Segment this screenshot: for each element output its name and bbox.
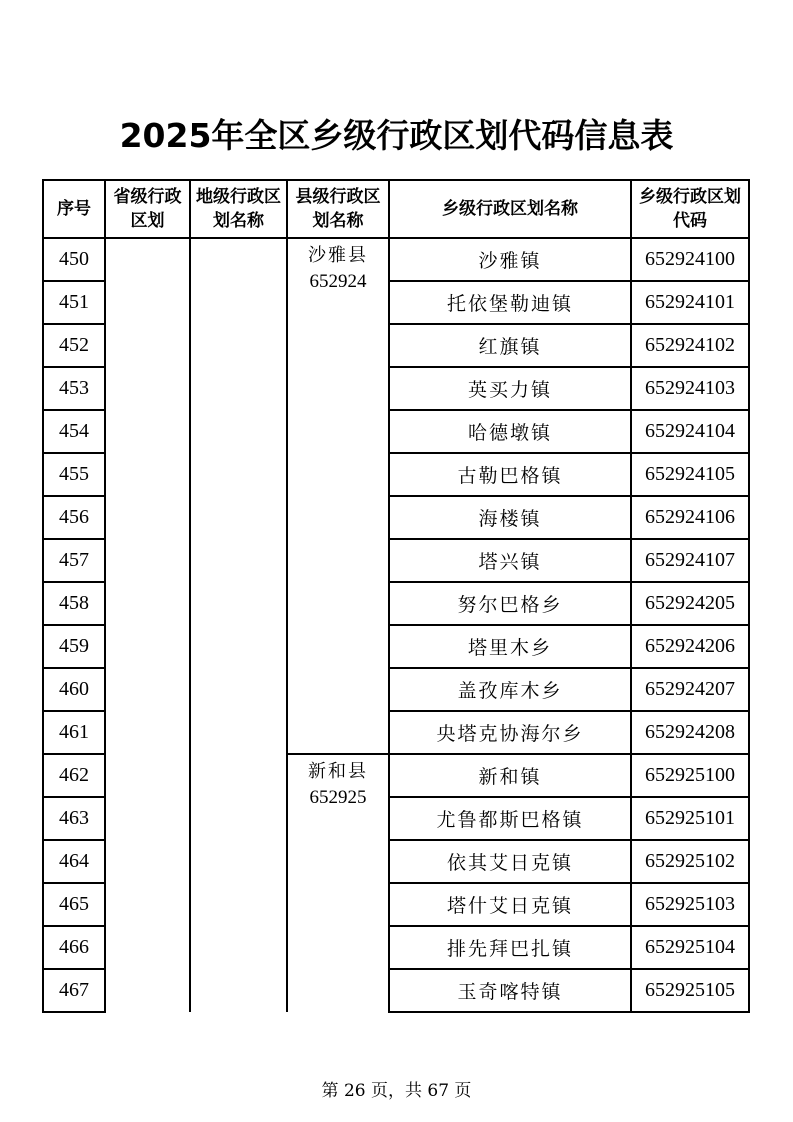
row-seq: 453 bbox=[43, 367, 105, 410]
township-code: 652924102 bbox=[631, 324, 749, 367]
township-code: 652924208 bbox=[631, 711, 749, 754]
row-seq: 450 bbox=[43, 238, 105, 281]
township-code: 652924105 bbox=[631, 453, 749, 496]
county-cell bbox=[287, 238, 389, 754]
table-header-row bbox=[43, 180, 749, 238]
header-county: 县级行政区划名称 bbox=[287, 180, 389, 238]
county-name: 新和县 bbox=[308, 761, 368, 782]
province-cell bbox=[105, 238, 190, 1012]
township-code: 652925101 bbox=[631, 797, 749, 840]
township-name: 英买力镇 bbox=[389, 367, 631, 410]
row-seq: 463 bbox=[43, 797, 105, 840]
county-name: 沙雅县 bbox=[308, 245, 368, 266]
township-code: 652925100 bbox=[631, 754, 749, 797]
township-name: 红旗镇 bbox=[389, 324, 631, 367]
row-seq: 466 bbox=[43, 926, 105, 969]
row-seq: 462 bbox=[43, 754, 105, 797]
township-name: 塔里木乡 bbox=[389, 625, 631, 668]
header-prefecture: 地级行政区划名称 bbox=[190, 180, 287, 238]
row-seq: 455 bbox=[43, 453, 105, 496]
township-name: 哈德墩镇 bbox=[389, 410, 631, 453]
county-code: 652924 bbox=[309, 271, 367, 292]
row-seq: 459 bbox=[43, 625, 105, 668]
township-name: 依其艾日克镇 bbox=[389, 840, 631, 883]
row-seq: 460 bbox=[43, 668, 105, 711]
township-code: 652924205 bbox=[631, 582, 749, 625]
county-cell bbox=[287, 754, 389, 1012]
table-row bbox=[43, 238, 749, 281]
township-code: 652924103 bbox=[631, 367, 749, 410]
township-code: 652925105 bbox=[631, 969, 749, 1012]
page-footer: 第 26 页，共 67 页 bbox=[321, 1081, 472, 1101]
township-code: 652924101 bbox=[631, 281, 749, 324]
township-code: 652925104 bbox=[631, 926, 749, 969]
township-code: 652924207 bbox=[631, 668, 749, 711]
row-seq: 452 bbox=[43, 324, 105, 367]
row-seq: 451 bbox=[43, 281, 105, 324]
row-seq: 454 bbox=[43, 410, 105, 453]
row-seq: 461 bbox=[43, 711, 105, 754]
header-province: 省级行政区划 bbox=[105, 180, 190, 238]
row-seq: 467 bbox=[43, 969, 105, 1012]
header-code: 乡级行政区划代码 bbox=[631, 180, 749, 238]
township-code: 652925103 bbox=[631, 883, 749, 926]
township-name: 努尔巴格乡 bbox=[389, 582, 631, 625]
township-name: 尤鲁都斯巴格镇 bbox=[389, 797, 631, 840]
township-name: 盖孜库木乡 bbox=[389, 668, 631, 711]
township-code: 652924206 bbox=[631, 625, 749, 668]
page-title: 2025年全区乡级行政区划代码信息表 bbox=[119, 116, 674, 155]
township-name: 玉奇喀特镇 bbox=[389, 969, 631, 1012]
township-name: 新和镇 bbox=[389, 754, 631, 797]
township-code: 652924106 bbox=[631, 496, 749, 539]
header-seq: 序号 bbox=[43, 180, 105, 238]
prefecture-cell bbox=[190, 238, 287, 1012]
township-name: 古勒巴格镇 bbox=[389, 453, 631, 496]
township-name: 排先拜巴扎镇 bbox=[389, 926, 631, 969]
county-code: 652925 bbox=[309, 787, 367, 808]
row-seq: 457 bbox=[43, 539, 105, 582]
township-code: 652924104 bbox=[631, 410, 749, 453]
township-name: 托依堡勒迪镇 bbox=[389, 281, 631, 324]
township-name: 塔兴镇 bbox=[389, 539, 631, 582]
township-name: 沙雅镇 bbox=[389, 238, 631, 281]
division-code-table bbox=[42, 179, 750, 1013]
row-seq: 458 bbox=[43, 582, 105, 625]
row-seq: 456 bbox=[43, 496, 105, 539]
township-name: 央塔克协海尔乡 bbox=[389, 711, 631, 754]
township-name: 海楼镇 bbox=[389, 496, 631, 539]
row-seq: 465 bbox=[43, 883, 105, 926]
township-code: 652924107 bbox=[631, 539, 749, 582]
township-name: 塔什艾日克镇 bbox=[389, 883, 631, 926]
row-seq: 464 bbox=[43, 840, 105, 883]
township-code: 652924100 bbox=[631, 238, 749, 281]
header-township: 乡级行政区划名称 bbox=[389, 180, 631, 238]
township-code: 652925102 bbox=[631, 840, 749, 883]
